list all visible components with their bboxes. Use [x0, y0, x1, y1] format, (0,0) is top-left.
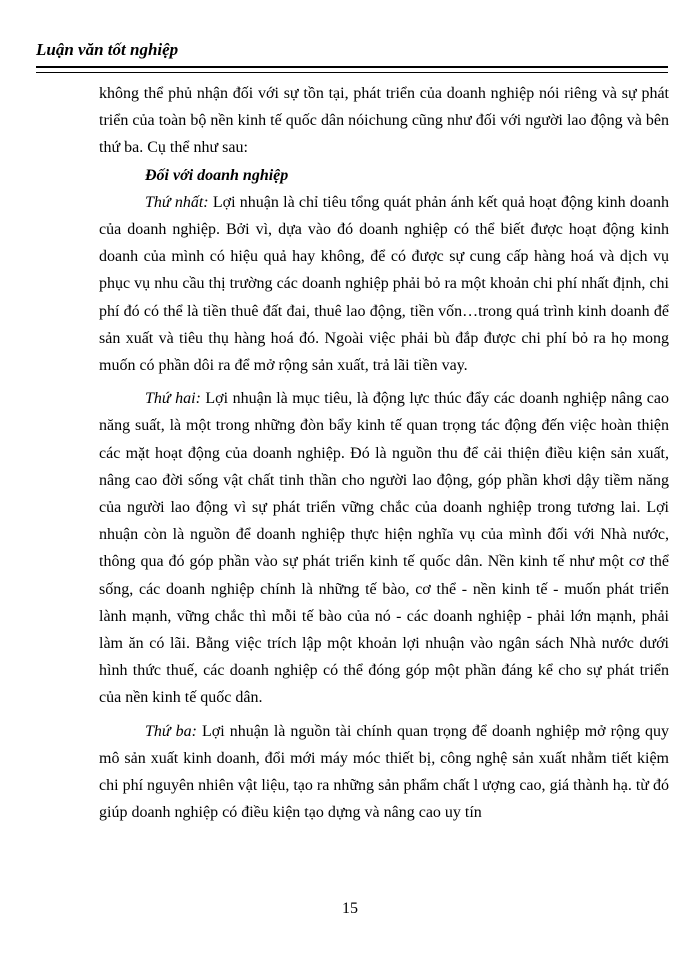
paragraph-third [99, 718, 669, 827]
section-heading: Đối với doanh nghiệp [145, 166, 289, 184]
intro-paragraph: không thể phủ nhận đối với sự tồn tại, phát triển của doanh nghiệp nói riêng và sự phát triển của toàn bộ nền kinh tế quốc dân nóichung cũng như đối với người lao động và bên thứ ba. Cụ thể như sau: [99, 85, 669, 157]
paragraph-label: Thứ hai: [145, 390, 201, 408]
paragraph-text: Lợi nhuận là mục tiêu, là động lực thúc đẩy các doanh nghiệp nâng cao năng suất, là một trong những đòn bẩy kinh tế quan trọng tác động đến việc hoàn thiện các mặt hoạt động của doanh nghiệp. Đó là nguồn thu để cải thiện điều kiện sản xuất, nâng cao đời sống vật chất tinh thần cho người lao động, góp phần khơi dậy tiềm năng của người lao động vì sự phát triển vững chắc của doanh nghiệp trong tương lai. Lợi nhuận còn là nguồn để doanh nghiệp thực hiện nghĩa vụ của mình đối với Nhà nước, thông qua đó góp phần vào sự phát triển kinh tế quốc dân. Nền kinh tế như một cơ thể sống, các doanh nghiệp chính là những tế bào, cơ thể - nền kinh tế - muốn phát triển lành mạnh, vững chắc thì mỗi tế bào của nó - các doanh nghiệp - phải lớn mạnh, phải làm ăn có lãi. Bằng việc trích lập một khoản lợi nhuận vào ngân sách Nhà nước dưới hình thức thuế, các doanh nghiệp có thể đóng góp một phần đáng kể cho sự phát triển của nền kinh tế quốc dân. [99, 390, 669, 707]
header-title: Luận văn tốt nghiệp [36, 40, 179, 59]
paragraph-second [99, 385, 669, 711]
paragraph-text: Lợi nhuận là nguồn tài chính quan trọng để doanh nghiệp mở rộng quy mô sản xuất kinh doanh, đổi mới máy móc thiết bị, công nghệ sản xuất nhằm tiết kiệm chi phí nguyên nhiên vật liệu, tạo ra những sản phẩm chất l ượng cao, giá thành hạ. từ đó giúp doanh nghiệp có điều kiện tạo dựng và nâng cao uy tín [99, 722, 670, 822]
page-number: 15 [342, 900, 358, 917]
paragraph-label: Thứ nhất: [145, 193, 209, 211]
paragraph-label: Thứ ba: [145, 722, 197, 740]
paragraph-first [99, 189, 669, 379]
paragraph-text: Lợi nhuận là chỉ tiêu tổng quát phản ánh kết quả hoạt động kinh doanh của doanh nghiệp. Bởi vì, dựa vào đó doanh nghiệp có thể biết được hoạt động kinh doanh của mình có hiệu quả hay không, để có được sự cung cấp hàng hoá và dịch vụ phục vụ nhu cầu thị trường các doanh nghiệp phải bỏ ra một khoản chi phí nhất định, chi phí đó có thể là tiền thuê đất đai, thuê lao động, tiền vốn…trong quá trình kinh doanh để sản xuất và tiêu thụ hàng hoá đó. Ngoài việc phải bù đắp được chi phí bỏ ra họ mong muốn có phần dôi ra để mở rộng sản xuất, trả lãi tiền vay. [99, 193, 669, 375]
header-double-rule [36, 66, 668, 73]
document-body [99, 80, 669, 826]
